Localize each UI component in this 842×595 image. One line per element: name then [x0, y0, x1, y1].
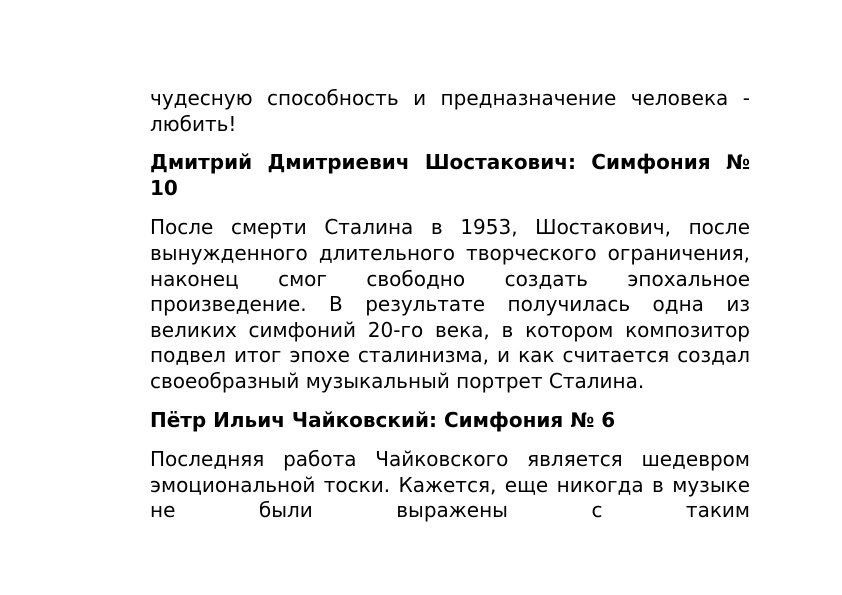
intro-paragraph-tail: чудесную способность и предназначение человека - любить!	[150, 86, 750, 136]
shostakovich-heading: Дмитрий Дмитриевич Шостакович: Симфония № 10	[150, 150, 750, 200]
tchaikovsky-paragraph: Последняя работа Чайковского является шедевром эмоциональной тоски. Кажется, еще никогда в музыке не были выражены с таким	[150, 447, 750, 523]
shostakovich-paragraph: После смерти Сталина в 1953, Шостакович, после вынужденного длительного творческого ограничения, наконец смог свободно создать эпохальное произведение. В результате получилась одна из великих симфоний 20-го века, в котором композитор подвел итог эпохе сталинизма, и как считается создал своеобразный музыкальный портрет Сталина.	[150, 215, 750, 393]
tchaikovsky-heading: Пётр Ильич Чайковский: Симфония № 6	[150, 407, 616, 432]
text-column	[150, 86, 750, 524]
